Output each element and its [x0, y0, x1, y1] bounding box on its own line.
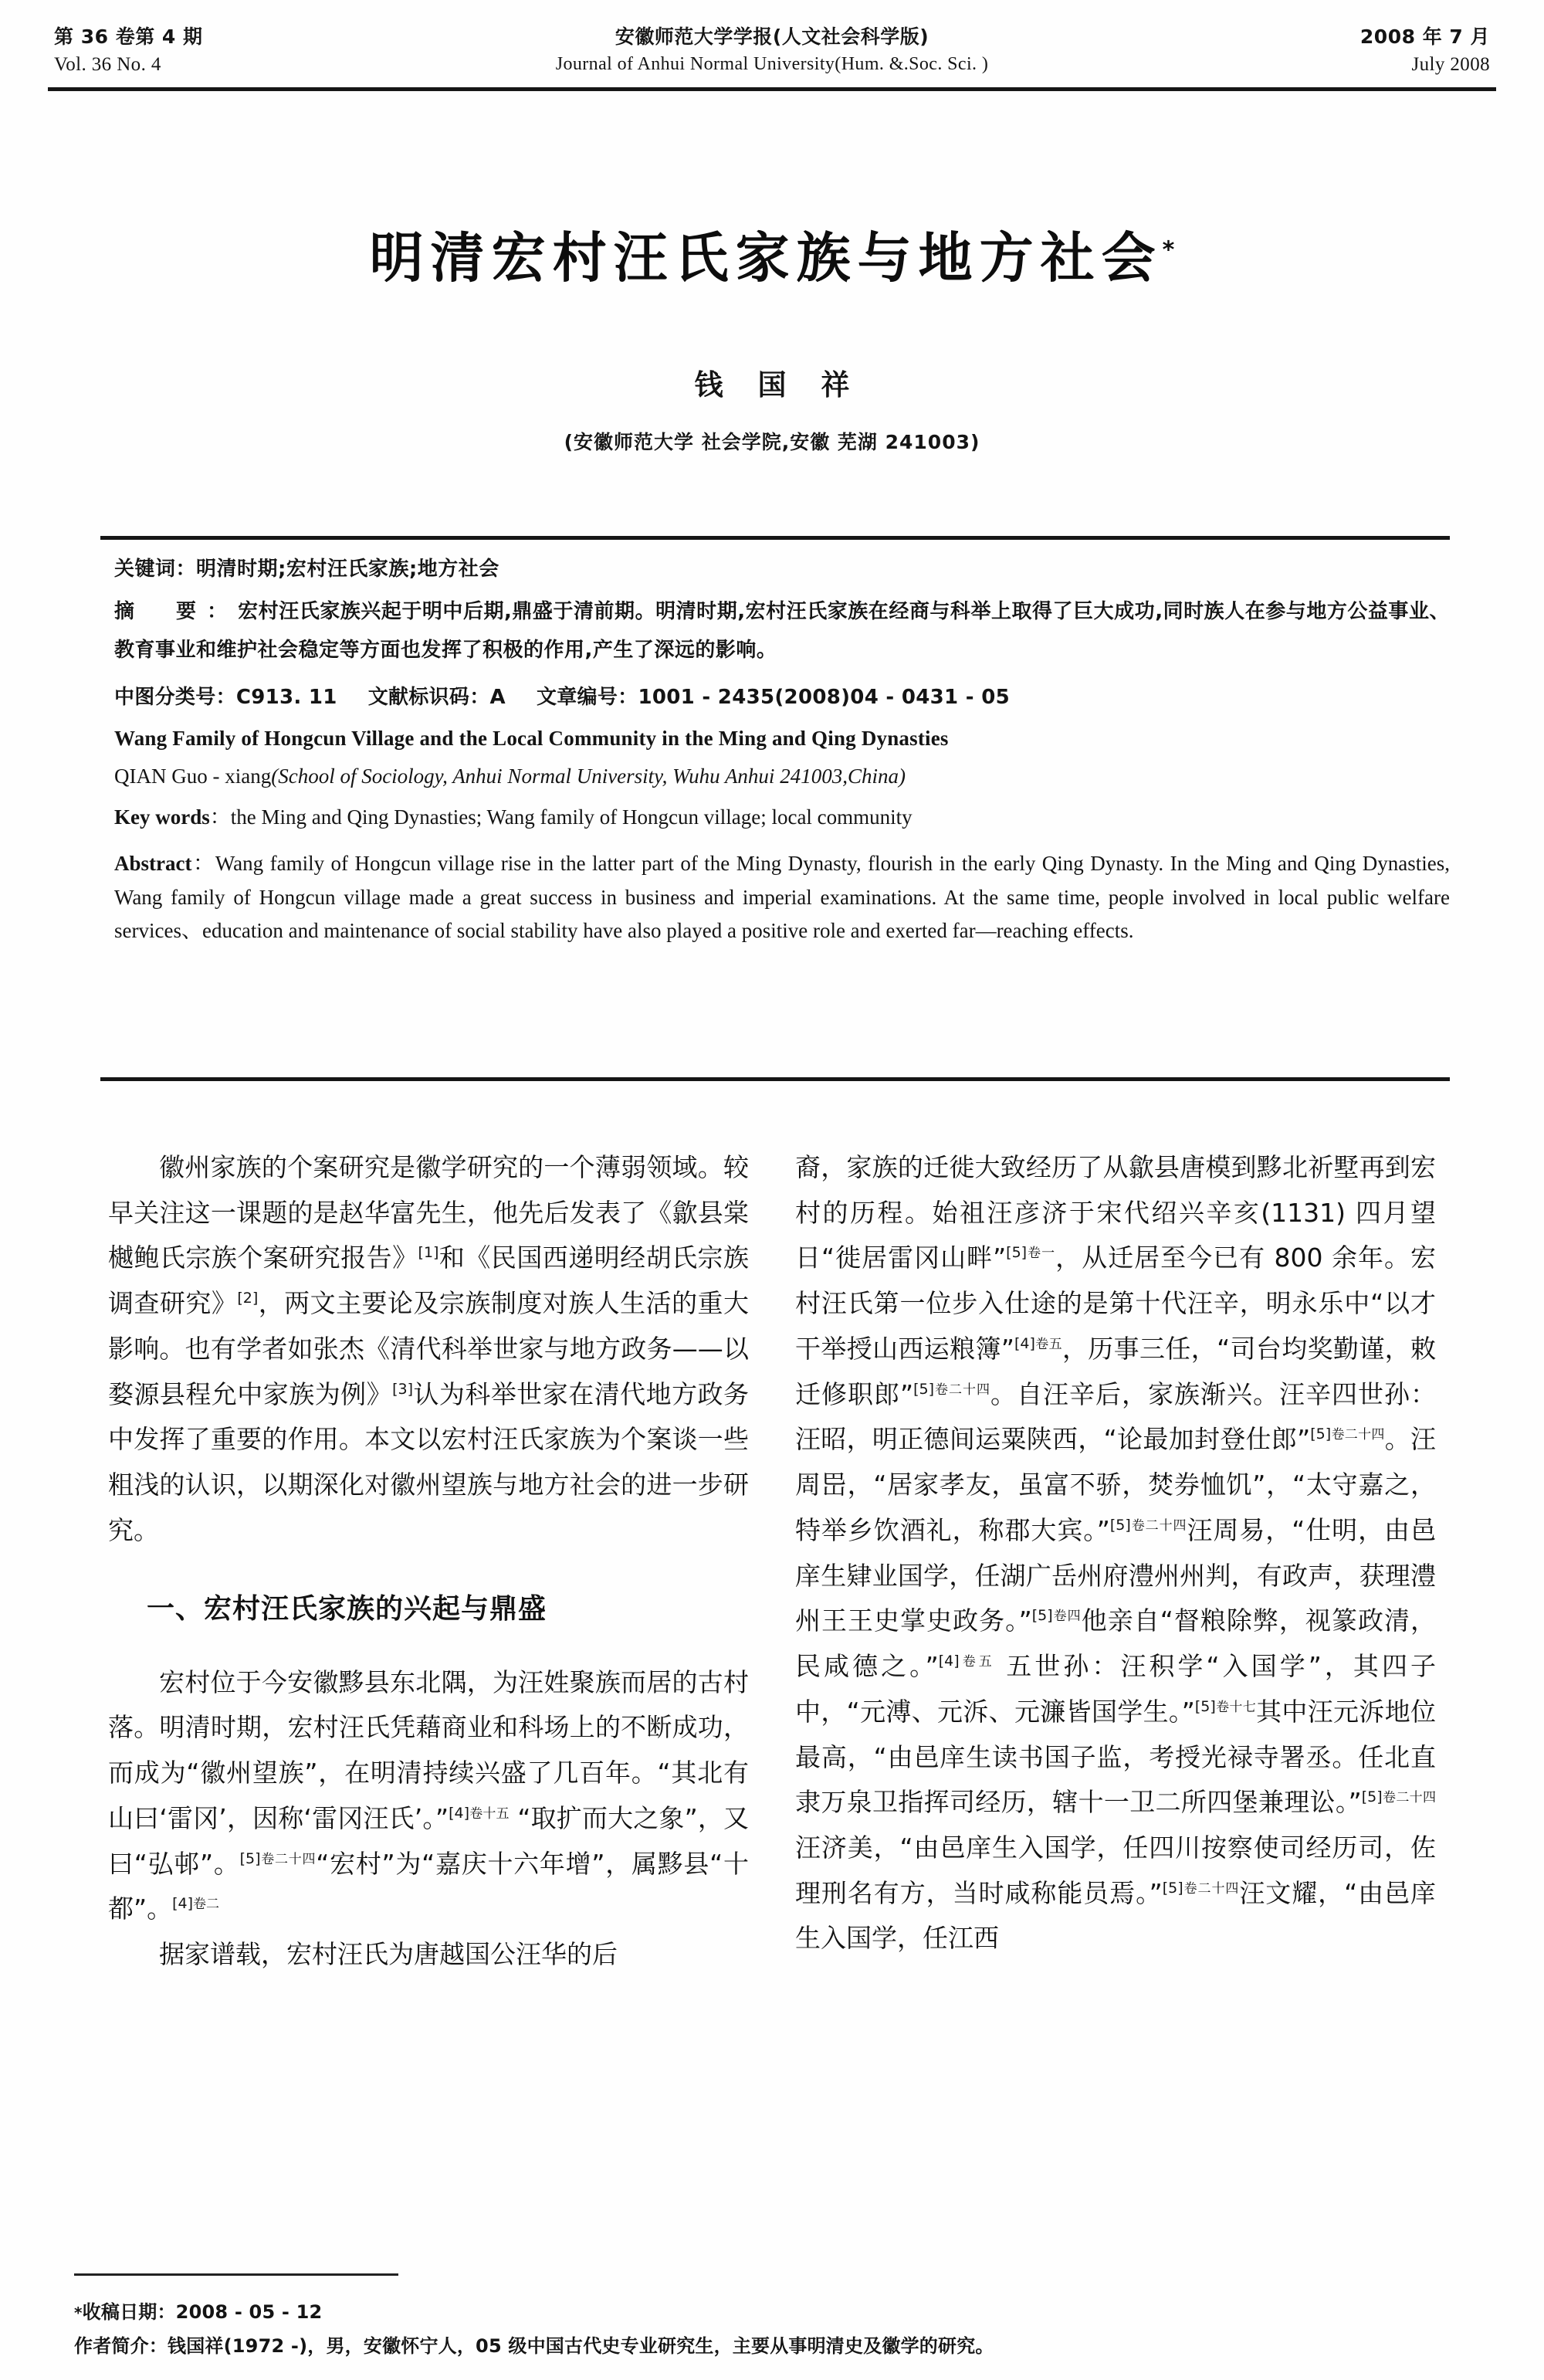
clc-value: C913. 11 [235, 686, 337, 710]
journal-name-cn: 安徽师范大学学报(人文社会科学版) [615, 25, 929, 48]
section-heading-1: 一、宏村汪氏家族的兴起与鼎盛 [147, 1592, 547, 1625]
author-line-en [114, 765, 1450, 788]
received-date-value: 2008 - 05 - 12 [175, 2301, 323, 2323]
genealogy-text: 据家谱载，宏村汪氏为唐越国公汪华的后 [159, 1939, 618, 1970]
rc-text-f: 汪周易，“仕明，由邑庠生肄业国学，任湖广岳州府澧州州判，有政声，获理澧州王王史掌史政务。” [795, 1514, 1436, 1636]
author-name-cn: 钱 国 祥 [694, 368, 862, 402]
intro-text-d: 认为科举世家在清代地方政务中发挥了重要的作用。本文以宏村汪氏家族为个案谈一些粗浅的认识，以期深化对徽州望族与地方社会的进一步研究。 [108, 1378, 750, 1545]
footnote-block [74, 2295, 1464, 2364]
rc-text-b: ，从迁居至今已有 800 余年。宏村汪氏第一位步入仕途的是第十代汪辛，明永乐中“以才干举授山西运粮簿” [795, 1243, 1437, 1364]
keywords-en-label: Key words [114, 805, 210, 829]
paragraph-origin [108, 1660, 749, 1932]
keywords-en-line [114, 801, 1450, 835]
citation-ref-6 [172, 1895, 219, 1912]
citation-ref-6-juan: 卷二 [193, 1897, 220, 1913]
abstract-en-line [114, 847, 1450, 948]
citation-ref-r10-juan: 卷二十四 [1183, 1880, 1240, 1897]
issue-date-en: July 2008 [1411, 53, 1490, 75]
paragraph-intro [108, 1145, 749, 1554]
volume-issue-cn: 第 36 卷第 4 期 [54, 25, 203, 48]
citation-ref-5-juan: 卷二十四 [260, 1851, 317, 1867]
citation-ref-r9-juan: 卷二十四 [1382, 1790, 1436, 1806]
citation-ref-r3-juan: 卷二十四 [934, 1382, 991, 1398]
citation-ref-r3-num: [5] [913, 1380, 935, 1398]
citation-ref-r4-juan: 卷二十四 [1331, 1427, 1385, 1443]
citation-ref-r8 [1195, 1698, 1256, 1715]
volume-issue-en: Vol. 36 No. 4 [54, 53, 161, 75]
abstract-en-label: Abstract [114, 851, 192, 875]
issue-date-cn: 2008 年 7 月 [1359, 25, 1490, 48]
body-column-right [795, 1145, 1436, 1961]
rc-text-h: 五世孙：汪积学“入国学”，其四子中，“元溥、元泝、元濂皆国学生。” [795, 1651, 1436, 1727]
citation-ref-r5-juan: 卷二十四 [1130, 1517, 1187, 1534]
running-head-left [54, 23, 363, 78]
summary-cn-line [114, 592, 1450, 670]
page-title-text: 明清宏村汪氏家族与地方社会 [369, 226, 1163, 290]
rc-text-g: 他亲自“督粮除弊，视篆政清，民咸德之。” [795, 1605, 1436, 1682]
page-title-en: Wang Family of Hongcun Village and the Local Community in the Ming and Qing Dynasties [114, 727, 949, 751]
citation-ref-r1-num: [5] [1006, 1244, 1028, 1262]
citation-ref-r1-juan: 卷一 [1027, 1246, 1056, 1262]
rc-text-c: ，历事三任，“司台均奖勤谨，敕迁修职郎” [795, 1333, 1436, 1409]
keywords-cn-value: 明清时期;宏村汪氏家族;地方社会 [196, 558, 499, 581]
citation-ref-r10 [1163, 1880, 1240, 1897]
citation-ref-6-num: [4] [172, 1895, 194, 1913]
rc-text-k: 汪文耀，“由邑庠生入国学，任江西 [795, 1877, 1436, 1954]
citation-ref-4-juan: 卷十五 [469, 1805, 510, 1822]
citation-ref-r7 [939, 1653, 995, 1670]
author-affiliation-cn: (安徽师范大学 社会学院,安徽 芜湖 241003) [564, 431, 980, 453]
citation-ref-5-num: [5] [239, 1849, 261, 1867]
keywords-en-value: ：the Ming and Qing Dynasties; Wang family of Hongcun village; local community [209, 805, 913, 829]
citation-ref-5 [240, 1850, 317, 1867]
citation-ref-r9 [1362, 1788, 1436, 1805]
paragraph-genealogy-cont [795, 1145, 1436, 1961]
title-footnote-marker: * [1162, 236, 1175, 264]
citation-ref-3: [3] [392, 1380, 413, 1398]
keywords-cn-label: 关键词： [114, 558, 197, 581]
rc-text-a: 裔，家族的迁徙大致经历了从歙县唐模到黟北祈墅再到宏村的历程。始祖汪彦济于宋代绍兴辛亥(1131) 四月望日“徙居雷冈山畔” [795, 1152, 1436, 1273]
article-number-value: 1001 - 2435(2008)04 - 0431 - 05 [638, 686, 1011, 710]
summary-cn-value: 宏村汪氏家族兴起于明中后期,鼎盛于清前期。明清时期,宏村汪氏家族在经商与科举上取得了巨大成功,同时族人在参与地方公益事业、教育事业和维护社会稳定等方面也发挥了积极的作用,产生了深远的影响。 [114, 599, 1450, 663]
origin-text-c: “宏村”为“嘉庆十六年增”，属黟县“十都”。 [108, 1848, 750, 1924]
citation-ref-r5-num: [5] [1109, 1516, 1131, 1534]
author-name-en: QIAN Guo - xiang [114, 765, 272, 788]
author-affiliation-en: (School of Sociology, Anhui Normal University, Wuhu Anhui 241003,China) [271, 765, 906, 788]
footnote-author-bio [74, 2329, 1464, 2363]
citation-ref-r2-juan: 卷五 [1034, 1336, 1062, 1352]
citation-ref-r5 [1110, 1517, 1187, 1534]
citation-ref-r9-num: [5] [1361, 1788, 1383, 1806]
body-column-left [108, 1145, 749, 1978]
author-bio-value: 钱国祥(1972 -)，男，安徽怀宁人，05 级中国古代史专业研究生，主要从事明清史及徽学的研究。 [168, 2335, 994, 2358]
footnote-star-marker: * [74, 2304, 83, 2322]
journal-name-en: Journal of Anhui Normal University(Hum. &.Soc. Sci. ) [555, 53, 989, 74]
running-head [54, 23, 1490, 78]
article-number-label: 文章编号： [536, 686, 638, 710]
citation-ref-r4 [1310, 1426, 1384, 1443]
citation-ref-r3 [913, 1381, 990, 1398]
abstract-en-value: ：Wang family of Hongcun village rise in the latter part of the Ming Dynasty, flourish in the early Qing Dynasty. In the Ming and Qing Dynasties, Wang family of Hongcun village made a great success in business and imperial examinations. At the same time, people involved in local public welfare services、education and maintenance of social stability have also played a positive role and exerted far—reaching effects. [114, 851, 1450, 943]
paragraph-genealogy [108, 1932, 749, 1978]
origin-text-a: 宏村位于今安徽黟县东北隅，为汪姓聚族而居的古村落。明清时期，宏村汪氏凭藉商业和科场上的不断成功，而成为“徽州望族”，在明清持续兴盛了几百年。“其北有山曰‘雷冈’，因称‘雷冈汪氏’。” [108, 1666, 749, 1833]
doccode-label: 文献标识码： [367, 686, 490, 710]
clc-label: 中图分类号： [114, 686, 236, 710]
doccode-value: A [489, 686, 506, 710]
classification-line [114, 681, 1450, 710]
citation-ref-r7-num: [4] [938, 1653, 960, 1670]
citation-ref-r6-num: [5] [1031, 1607, 1053, 1625]
rc-text-i: 其中汪元泝地位最高，“由邑庠生读书国子监，考授光禄寺署丞。任北直隶万泉卫指挥司经历，辖十一卫二所四堡兼理讼。” [795, 1696, 1437, 1818]
rc-text-e: 。汪周岊，“居家孝友，虽富不骄，焚券恤饥”，“太守嘉之，特举乡饮酒礼，称郡大宾。” [795, 1424, 1436, 1545]
received-date-label: 收稿日期： [82, 2301, 176, 2323]
summary-cn-label: 摘 要： [114, 599, 239, 623]
citation-ref-r1 [1006, 1244, 1055, 1261]
header-rule [48, 87, 1496, 91]
citation-ref-r7-juan: 卷五 [959, 1654, 995, 1670]
citation-ref-4 [449, 1805, 510, 1822]
running-head-center [363, 23, 1181, 77]
citation-ref-1: [1] [418, 1244, 439, 1262]
rc-text-j: 汪济美，“由邑庠生入国学，任四川按察使司经历司，佐理刑名有方，当时咸称能员焉。” [795, 1832, 1436, 1908]
intro-text-a: 徽州家族的个案研究是徽学研究的一个薄弱领域。较早关注这一课题的是赵华富先生，他先后发表了《歙县棠樾鲍氏宗族个案研究报告》 [108, 1152, 749, 1273]
citation-ref-r4-num: [5] [1310, 1426, 1332, 1443]
citation-ref-r2 [1014, 1335, 1062, 1352]
citation-ref-4-num: [4] [449, 1804, 470, 1822]
intro-text-c: ，两文主要论及宗族制度对族人生活的重大影响。也有学者如张杰《清代科举世家与地方政务——以婺源县程允中家族为例》 [108, 1288, 750, 1409]
citation-ref-2: [2] [237, 1290, 259, 1307]
origin-text-b: “取扩而大之象”，又曰“弘邨”。 [108, 1802, 750, 1879]
rc-text-d: 。自汪辛后，家族渐兴。汪辛四世孙：汪昭，明正德间运粟陕西，“论最加封登仕郎” [795, 1378, 1436, 1455]
page-title [0, 215, 1544, 293]
citation-ref-r6-juan: 卷四 [1052, 1609, 1082, 1625]
citation-ref-r8-juan: 卷十七 [1215, 1699, 1257, 1715]
author-bio-label: 作者简介： [74, 2335, 168, 2358]
citation-ref-r6 [1032, 1607, 1082, 1624]
running-head-right [1181, 23, 1490, 78]
citation-ref-r8-num: [5] [1194, 1697, 1216, 1715]
footnote-rule [74, 2273, 398, 2276]
abstract-block [114, 550, 1450, 948]
abstract-rule-bottom [100, 1077, 1450, 1081]
keywords-cn-line [114, 550, 1450, 589]
citation-ref-r10-num: [5] [1162, 1879, 1183, 1897]
intro-text-b: 和《民国西递明经胡氏宗族调查研究》 [108, 1243, 750, 1319]
abstract-rule-top [100, 536, 1450, 540]
footnote-received [74, 2295, 1464, 2329]
citation-ref-r2-num: [4] [1014, 1334, 1035, 1352]
